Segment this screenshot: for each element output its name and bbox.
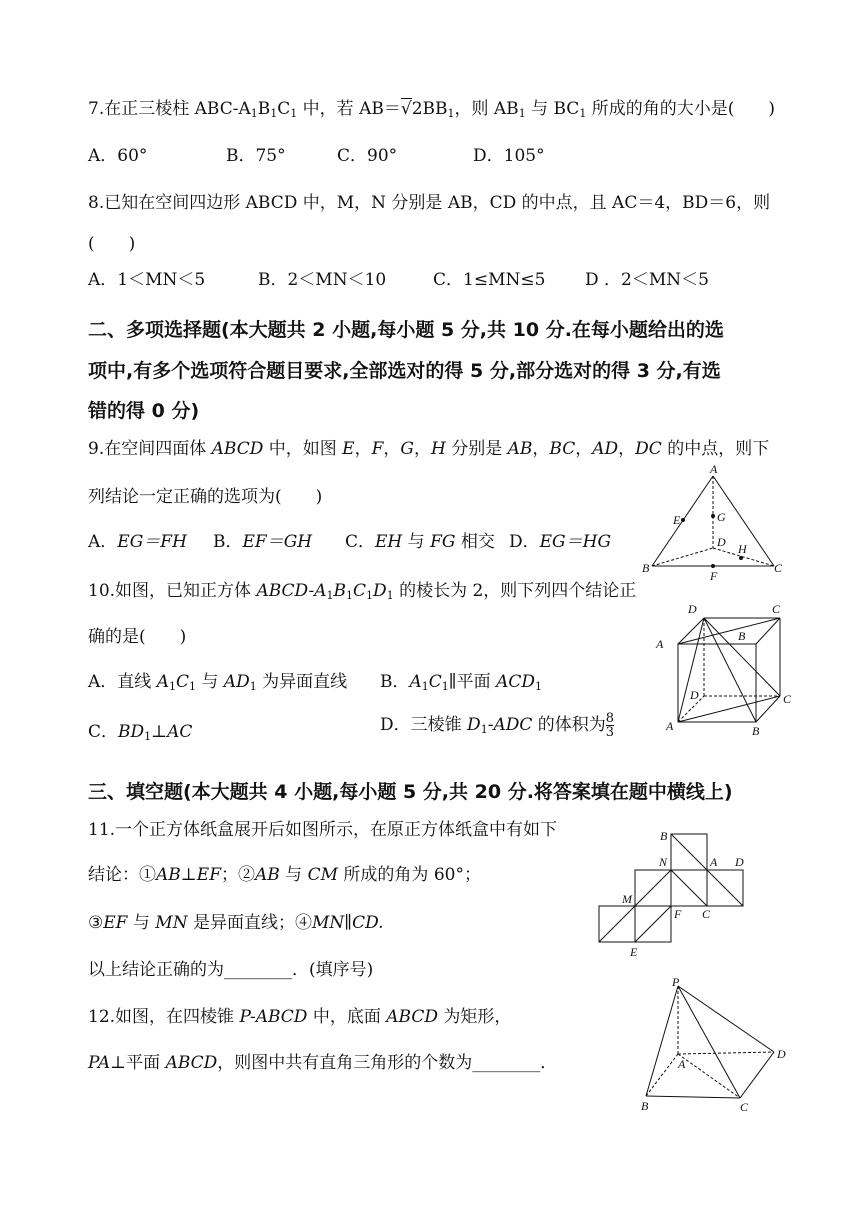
subscript: 1: [441, 680, 449, 693]
text: 10.如图，已知正方体: [88, 581, 257, 601]
fig-label: P: [672, 975, 680, 989]
subscript: 1: [480, 723, 488, 736]
q8-stem: 8.已知在空间四边形 ABCD 中，M，N 分别是 AB，CD 的中点，且 AC＝4，BD＝6，则: [88, 193, 771, 213]
text: -: [487, 715, 494, 735]
q12-stem-line1: [88, 1002, 511, 1027]
q11-stem-line3: [88, 908, 384, 933]
fig-label: B: [642, 561, 650, 575]
q7-option-a: A．60°: [88, 146, 148, 166]
q11-stem-line2: [88, 860, 481, 885]
text: 与: [402, 532, 431, 552]
math: ADC: [493, 715, 533, 735]
text: D．三棱锥: [380, 715, 468, 735]
text: 中，底面: [307, 1007, 387, 1027]
q8-option-d: D ．2＜MN＜5: [585, 270, 709, 290]
text: 与: [195, 672, 224, 692]
math: BD: [118, 722, 145, 742]
q9-option-d: [509, 527, 611, 552]
subscript: 1: [534, 680, 542, 693]
fig-label: A: [666, 719, 674, 733]
math: EH: [375, 532, 403, 552]
math: ABCD: [386, 1007, 438, 1027]
fig-label: C: [772, 602, 781, 616]
text: ，: [618, 439, 636, 459]
section3-heading: 三、填空题(本大题共 4 小题,每小题 5 分,共 20 分.将答案填在题中横线上): [88, 781, 733, 803]
math: P-ABCD: [239, 1007, 308, 1027]
section2-heading-line3: 错的得 0 分): [88, 400, 200, 422]
label: C．: [345, 532, 376, 552]
tetrahedron-figure: [640, 462, 790, 587]
text: ，: [413, 439, 431, 459]
math: AB: [156, 865, 181, 885]
fraction-denominator: 3: [605, 725, 615, 740]
fig-label: A: [656, 637, 664, 651]
fig-label: H: [738, 542, 747, 556]
fig-label: N: [659, 855, 668, 869]
math: CD.: [352, 913, 384, 933]
q8-option-a: A．1＜MN＜5: [88, 270, 206, 290]
subscript: 1: [518, 107, 526, 120]
fig-label: F: [710, 569, 718, 583]
subscript: 1: [250, 107, 258, 120]
text: 12.如图，在四棱锥: [88, 1007, 240, 1027]
fig-label: A: [710, 462, 718, 476]
text: 分别是: [445, 439, 508, 459]
text: ，: [532, 439, 550, 459]
q7-stem-text: C: [277, 99, 291, 119]
cube-figure: [650, 598, 810, 743]
text: 相交: [455, 532, 495, 552]
math: EF: [196, 865, 221, 885]
text: ⊥: [180, 865, 197, 885]
label: D．: [509, 532, 540, 552]
math: AB: [255, 865, 280, 885]
section2-heading-line1: 二、多项选择题(本大题共 2 小题,每小题 5 分,共 10 分.在每小题给出的选: [88, 319, 724, 341]
q8-option-b: B．2＜MN＜10: [258, 270, 387, 290]
math: AC: [167, 722, 193, 742]
text: 的体积为: [532, 715, 606, 735]
math: ABCD: [211, 439, 264, 459]
q9-stem-line1: [88, 434, 769, 459]
q9-option-c: [345, 527, 495, 552]
fig-label: A: [710, 855, 718, 869]
math: EF: [103, 913, 128, 933]
fig-label: B: [660, 829, 668, 843]
math: ABCD: [165, 1053, 218, 1073]
math: DC: [635, 439, 662, 459]
text: ，则图中共有直角三角形的个数为________．: [217, 1053, 558, 1073]
fig-label: C: [702, 907, 711, 921]
math: D: [373, 581, 387, 601]
subscript: 1: [270, 107, 278, 120]
fraction: [606, 712, 614, 739]
text: 为异面直线: [256, 672, 348, 692]
text: ∥: [344, 913, 353, 933]
text: ⊥: [151, 722, 168, 742]
q10-option-d: [380, 710, 614, 739]
math: EF＝GH: [242, 532, 313, 552]
text: 与: [279, 865, 308, 885]
cube-net-figure: [590, 826, 750, 962]
q11-stem-line4: 以上结论正确的为________．(填序号): [88, 960, 374, 980]
math: F: [371, 439, 384, 459]
q7-stem: [88, 94, 775, 120]
subscript: 1: [144, 730, 152, 743]
text: 与: [127, 913, 156, 933]
fig-label: G: [717, 510, 726, 524]
text: 所成的角为 60°；: [338, 865, 481, 885]
subscript: 1: [188, 680, 196, 693]
q7-stem-text: ，则 AB: [454, 99, 519, 119]
math: PA: [88, 1053, 111, 1073]
text: 结论：①: [88, 865, 156, 885]
text: ，: [354, 439, 372, 459]
label: B．: [213, 532, 243, 552]
q7-option-c: C．90°: [337, 146, 398, 166]
fig-label: D: [688, 602, 697, 616]
subscript: 1: [326, 589, 334, 602]
text: 的棱长为 2，则下列四个结论正: [393, 581, 637, 601]
q8-paren: ( ): [88, 234, 136, 254]
q7-stem-text: B: [257, 99, 271, 119]
subscript: 1: [346, 589, 354, 602]
q10-option-c: [88, 717, 192, 743]
text: 中，如图: [263, 439, 343, 459]
math: FG: [430, 532, 456, 552]
fig-label: A: [678, 1057, 686, 1071]
q9-stem-line2: 列结论一定正确的选项为( ): [88, 487, 323, 507]
subscript: 1: [386, 589, 394, 602]
subscript: 1: [579, 107, 587, 120]
math: ABCD-A: [256, 581, 327, 601]
math: B: [333, 581, 347, 601]
q7-stem-text: 2BB: [411, 99, 448, 119]
math: MN: [155, 913, 188, 933]
q12-stem-line2: [88, 1048, 557, 1073]
text: A．直线: [88, 672, 157, 692]
math: MN: [311, 913, 345, 933]
label: A．: [88, 532, 118, 552]
fig-label: D: [690, 688, 699, 702]
q10-stem-line1: [88, 576, 636, 602]
q8-option-c: C．1≤MN≤5: [433, 270, 546, 290]
q7-stem-text: 所成的角的大小是( ): [586, 99, 775, 119]
text: ，: [575, 439, 593, 459]
math: ACD: [496, 672, 535, 692]
pyramid-figure: [628, 974, 798, 1116]
q10-stem-line2: 确的是( ): [88, 627, 187, 647]
math: EG＝HG: [539, 532, 612, 552]
q10-option-b: [380, 667, 542, 693]
q7-stem-text: 7.在正三棱柱 ABC-A: [88, 99, 251, 119]
subscript: 1: [249, 680, 257, 693]
math: C: [353, 581, 367, 601]
text: ③: [88, 913, 104, 933]
fig-label: B: [641, 1099, 649, 1113]
fraction-numerator: 8: [605, 711, 615, 726]
math: AD: [223, 672, 250, 692]
subscript: 1: [421, 680, 429, 693]
math: A: [409, 672, 422, 692]
math: BC: [549, 439, 576, 459]
text: ⊥平面: [110, 1053, 166, 1073]
text: 为矩形，: [437, 1007, 512, 1027]
subscript: 1: [447, 107, 455, 120]
q10-option-a: [88, 667, 347, 693]
math: C: [428, 672, 442, 692]
subscript: 1: [366, 589, 374, 602]
math: C: [175, 672, 189, 692]
q7-stem-text: 中，若 AB＝: [297, 99, 401, 119]
fig-label: E: [673, 513, 681, 527]
text: 是异面直线；④: [187, 913, 312, 933]
math: AB: [507, 439, 533, 459]
fig-label: D: [777, 1047, 786, 1061]
q11-stem-line1: 11.一个正方体纸盒展开后如图所示，在原正方体纸盒中有如下: [88, 820, 558, 840]
text: 的中点，则下: [661, 439, 770, 459]
fig-label: F: [674, 907, 682, 921]
math: EG＝FH: [117, 532, 187, 552]
fig-label: E: [630, 945, 638, 959]
q9-option-a: [88, 527, 187, 552]
q9-option-b: [213, 527, 312, 552]
fig-label: M: [622, 892, 632, 906]
fig-label: C: [774, 561, 783, 575]
text: B．: [380, 672, 410, 692]
fig-label: D: [717, 535, 726, 549]
text: ，: [383, 439, 401, 459]
q7-option-d: D．105°: [473, 146, 545, 166]
fig-label: C: [740, 1100, 749, 1114]
math: CM: [307, 865, 339, 885]
sqrt-symbol: √: [400, 99, 412, 119]
math: G: [400, 439, 414, 459]
subscript: 1: [290, 107, 298, 120]
subscript: 1: [168, 680, 176, 693]
math: D: [467, 715, 481, 735]
text: ∥平面: [448, 672, 497, 692]
math: A: [156, 672, 169, 692]
text: ；②: [221, 865, 255, 885]
math: AD: [592, 439, 619, 459]
fig-label: B: [738, 629, 746, 643]
section2-heading-line2: 项中,有多个选项符合题目要求,全部选对的得 5 分,部分选对的得 3 分,有选: [88, 360, 721, 382]
fig-label: C: [783, 692, 792, 706]
q7-stem-text: 与 BC: [525, 99, 580, 119]
q7-option-b: B．75°: [226, 146, 286, 166]
math: E: [342, 439, 355, 459]
text: 9.在空间四面体: [88, 439, 212, 459]
text: C．: [88, 722, 119, 742]
fig-label: B: [752, 724, 760, 738]
math: H: [430, 439, 446, 459]
fig-label: D: [735, 855, 744, 869]
